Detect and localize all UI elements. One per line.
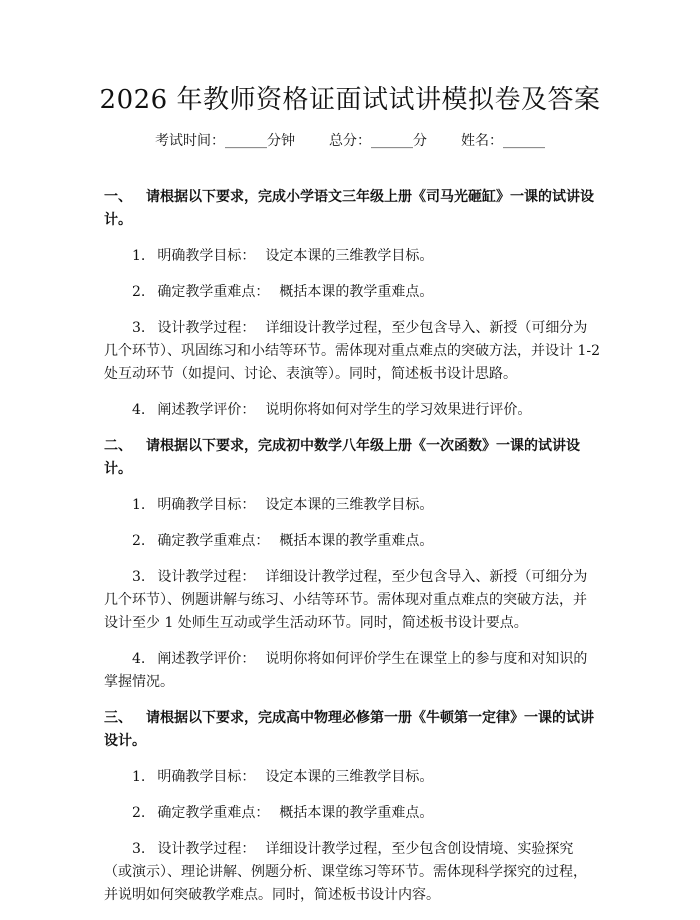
requirement-item [104, 494, 600, 517]
item-text: 设定本课的三维教学目标。 [265, 769, 434, 785]
question-number: 一、 [104, 189, 132, 205]
item-label: 确定教学重难点： [157, 533, 270, 549]
exam-info-line [0, 131, 700, 151]
item-label: 明确教学目标： [157, 497, 256, 513]
item-text: 概括本课的教学重难点。 [279, 805, 434, 821]
page-title: 2026 年教师资格证面试试讲模拟卷及答案 [99, 85, 601, 115]
item-label: 明确教学目标： [157, 248, 256, 264]
item-text: 说明你将如何评价学生在课堂上的参与度和对知识的掌握情况。 [104, 651, 588, 690]
item-text: 概括本课的教学重难点。 [279, 284, 434, 300]
total-score-field: 总分：______分 [329, 133, 427, 149]
requirement-item [104, 317, 600, 386]
requirement-item [104, 838, 600, 907]
question-text: 请根据以下要求，完成高中物理必修第一册《牛顿第一定律》一课的试讲设计。 [104, 710, 594, 749]
item-text: 说明你将如何对学生的学习效果进行评价。 [265, 402, 532, 418]
item-text: 详细设计教学过程，至少包含创设情境、实验探究（或演示）、理论讲解、例题分析、课堂练习等环节。需体现科学探究的过程，并说明如何突破教学难点。同时，简述板书设计内容。 [104, 841, 587, 903]
requirement-item [104, 245, 600, 268]
question-heading [104, 707, 600, 753]
item-number: 1. [132, 769, 146, 785]
requirement-item [104, 648, 600, 694]
question-heading [104, 186, 600, 232]
questions-section [104, 186, 600, 920]
item-label: 设计教学过程： [157, 320, 256, 336]
name-field: 姓名：______ [461, 133, 545, 149]
requirement-item [104, 281, 600, 304]
question-heading [104, 435, 600, 481]
item-text: 设定本课的三维教学目标。 [265, 497, 434, 513]
item-number: 1. [132, 497, 146, 513]
item-number: 4. [132, 651, 146, 667]
item-label: 确定教学重难点： [157, 805, 270, 821]
requirement-item [104, 766, 600, 789]
item-number: 4. [132, 402, 146, 418]
exam-time-field: 考试时间：______分钟 [155, 133, 295, 149]
item-label: 阐述教学评价： [157, 402, 256, 418]
item-number: 1. [132, 248, 146, 264]
question-number: 三、 [104, 710, 132, 726]
item-number: 3. [132, 569, 146, 585]
item-number: 2. [132, 533, 146, 549]
item-text: 详细设计教学过程，至少包含导入、新授（可细分为几个环节）、巩固练习和小结等环节。需体现对重点难点的突破方法，并设计 1-2 处互动环节（如提问、讨论、表演等）。同时，简述板书设计思路。 [104, 320, 600, 382]
item-number: 3. [132, 320, 146, 336]
requirement-item [104, 566, 600, 635]
question-number: 二、 [104, 438, 132, 454]
item-number: 2. [132, 284, 146, 300]
question-text: 请根据以下要求，完成小学语文三年级上册《司马光砸缸》一课的试讲设计。 [104, 189, 594, 228]
item-label: 阐述教学评价： [157, 651, 256, 667]
item-number: 3. [132, 841, 146, 857]
item-text: 详细设计教学过程，至少包含导入、新授（可细分为几个环节）、例题讲解与练习、小结等环节。需体现对重点难点的突破方法，并设计至少 1 处师生互动或学生活动环节。同时，简述板书设计要点。 [104, 569, 588, 631]
item-label: 设计教学过程： [157, 569, 256, 585]
item-label: 确定教学重难点： [157, 284, 270, 300]
requirement-item [104, 530, 600, 553]
item-text: 设定本课的三维教学目标。 [265, 248, 434, 264]
question-text: 请根据以下要求，完成初中数学八年级上册《一次函数》一课的试讲设计。 [104, 438, 580, 477]
item-label: 设计教学过程： [157, 841, 256, 857]
item-text: 概括本课的教学重难点。 [279, 533, 434, 549]
requirement-item [104, 399, 600, 422]
item-label: 明确教学目标： [157, 769, 256, 785]
item-number: 2. [132, 805, 146, 821]
requirement-item [104, 802, 600, 825]
